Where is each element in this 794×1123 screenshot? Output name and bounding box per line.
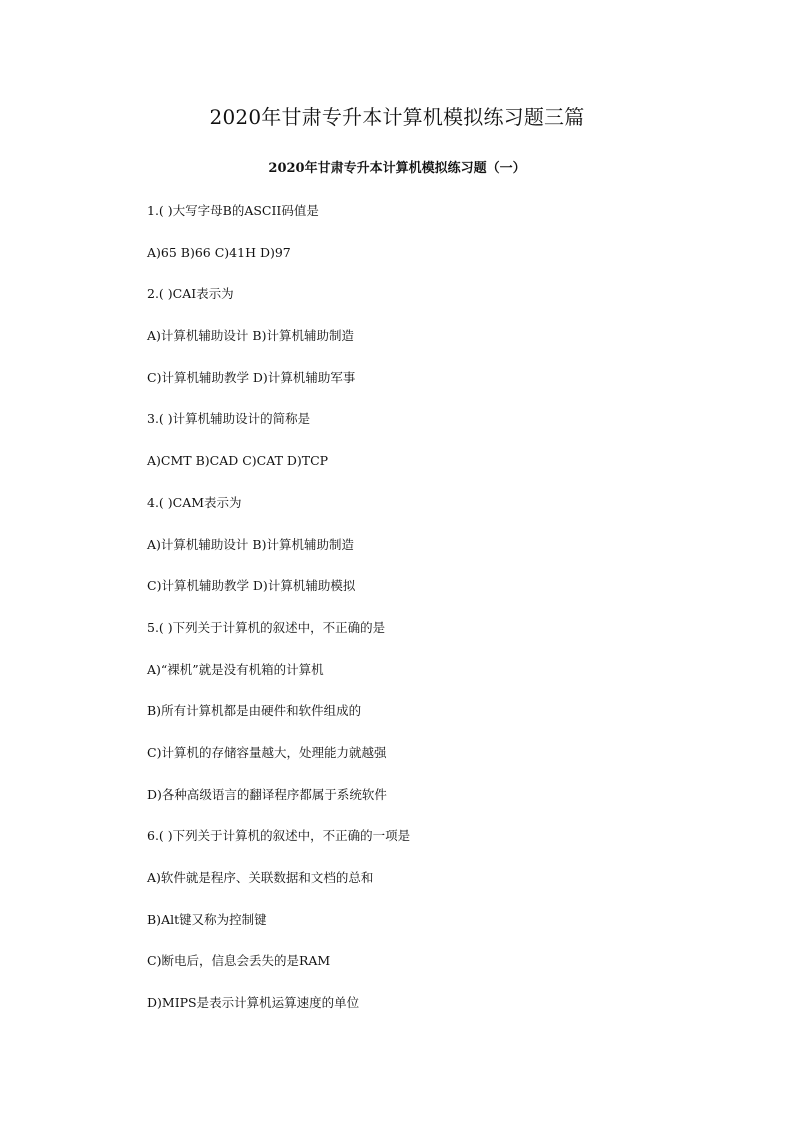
question-list xyxy=(147,201,747,1035)
answer-options: C)计算机辅助教学 D)计算机辅助模拟 xyxy=(147,578,356,594)
answer-option: C)断电后，信息会丢失的是RAM xyxy=(147,953,331,969)
answer-options: A)65 B)66 C)41H D)97 xyxy=(147,244,291,260)
question-line: 1.( )大写字母B的ASCII码值是 xyxy=(147,203,319,218)
section-title: 2020年甘肃专升本计算机模拟练习题（一） xyxy=(268,161,526,176)
answer-option: A)“裸机”就是没有机箱的计算机 xyxy=(147,661,324,677)
answer-option: C)计算机的存储容量越大，处理能力就越强 xyxy=(147,744,387,760)
question-line: 3.( )计算机辅助设计的简称是 xyxy=(147,411,311,427)
answer-options: A)CMT B)CAD C)CAT D)TCP xyxy=(147,453,329,469)
question-line: 6.( )下列关于计算机的叙述中，不正确的一项是 xyxy=(147,828,411,844)
answer-options: A)计算机辅助设计 B)计算机辅助制造 xyxy=(147,328,354,344)
answer-option: B)所有计算机都是由硬件和软件组成的 xyxy=(147,703,362,719)
answer-options: A)计算机辅助设计 B)计算机辅助制造 xyxy=(147,536,354,552)
answer-options: C)计算机辅助教学 D)计算机辅助军事 xyxy=(147,369,356,385)
answer-option: A)软件就是程序、关联数据和文档的总和 xyxy=(147,870,374,885)
document-title: 2020年甘肃专升本计算机模拟练习题三篇 xyxy=(209,105,585,129)
question-line: 5.( )下列关于计算机的叙述中，不正确的是 xyxy=(147,619,386,635)
answer-option: B)Alt键又称为控制键 xyxy=(147,911,267,927)
question-line: 2.( )CAI表示为 xyxy=(147,286,234,302)
answer-option: D)各种高级语言的翻译程序都属于系统软件 xyxy=(147,786,387,802)
answer-option: D)MIPS是表示计算机运算速度的单位 xyxy=(147,995,360,1011)
question-line: 4.( )CAM表示为 xyxy=(147,494,242,510)
